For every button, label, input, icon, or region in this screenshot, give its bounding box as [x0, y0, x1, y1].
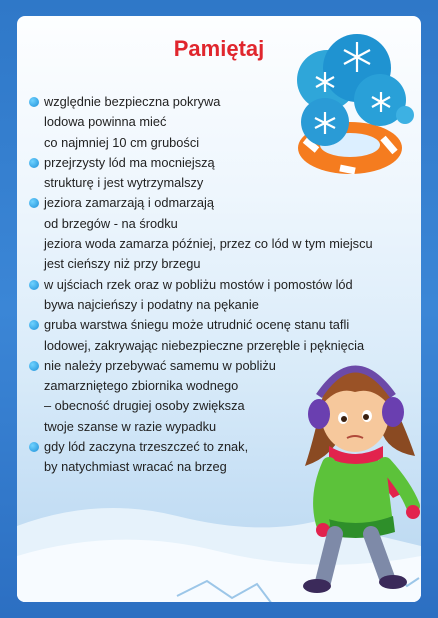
bullet-dot-icon: [29, 198, 39, 208]
bullet-dot-icon: [29, 158, 39, 168]
bullet-dot-icon: [29, 280, 39, 290]
girl-earmuffs-illustration: [285, 346, 421, 596]
list-item: nie należy przebywać samemu w pobliżu zamarzniętego zbiornika wodnego – obecność drugiej osoby zwiększa twoje szanse w razie wypadku: [29, 356, 419, 437]
bullet-dot-icon: [29, 361, 39, 371]
list-item: względnie bezpieczna pokrywa lodowa powinna mieć co najmniej 10 cm grubości: [29, 92, 419, 153]
list-item: gruba warstwa śniegu może utrudnić ocenę stanu tafli lodowej, zakrywając niebezpieczne przeręble i pęknięcia: [29, 315, 419, 356]
bullet-dot-icon: [29, 97, 39, 107]
list-item: przejrzysty lód ma mocniejszą strukturę i jest wytrzymalszy: [29, 153, 419, 194]
list-item: gdy lód zaczyna trzeszczeć to znak, by natychmiast wracać na brzeg: [29, 437, 419, 478]
poster-card: [17, 16, 421, 602]
page-title: Pamiętaj: [173, 36, 265, 61]
list-item: jeziora zamarzają i odmarzają od brzegów - na środku jeziora woda zamarza później, przez co lód w tym miejscu jest cieńszy niż przy brzegu: [29, 193, 419, 274]
bullet-dot-icon: [29, 320, 39, 330]
bullet-dot-icon: [29, 442, 39, 452]
list-item: w ujściach rzek oraz w pobliżu mostów i pomostów lód bywa najcieńszy i podatny na pękanie: [29, 275, 419, 316]
